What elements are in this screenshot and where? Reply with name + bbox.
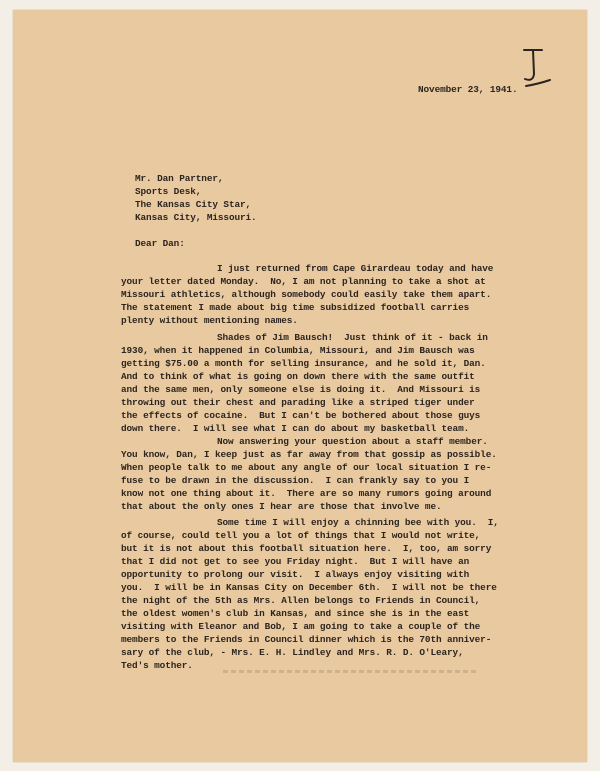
text-line: Now answering your question about a staff member. — [217, 436, 488, 447]
text-line: Shades of Jim Bausch! Just think of it - back in — [217, 332, 488, 343]
mark-text: J — [516, 46, 517, 47]
text-line: 1930, when it happened in Columbia, Missouri, and Jim Bausch was — [121, 345, 475, 356]
salutation: Dear Dan: — [135, 238, 185, 249]
text-line: that about the only ones I hear are those that involve me. — [121, 501, 442, 512]
text-line: of course, could tell you a lot of things that I would not write, — [121, 530, 481, 541]
text-line: I just returned from Cape Girardeau today and have — [217, 263, 494, 274]
address-line: Kansas City, Missouri. — [135, 212, 257, 223]
text-line: members to the Friends in Council dinner which is the 70th anniver- — [121, 634, 492, 645]
letter-date: November 23, 1941. — [418, 84, 518, 95]
paragraph-1 — [121, 262, 493, 327]
text-line: throwing out their chest and parading like a striped tiger under — [121, 397, 475, 408]
text-line: know not one thing about it. There are so many rumors going around — [121, 488, 492, 499]
text-line: the night of the 5th as Mrs. Allen belongs to Friends in Council, — [121, 595, 481, 606]
text-line: getting $75.00 a month for selling insurance, and he sold it, Dan. — [121, 358, 486, 369]
text-line: When people talk to me about any angle of our local situation I re- — [121, 462, 492, 473]
text-line: fuse to be drawn in the discussion. I can frankly say to you I — [121, 475, 470, 486]
text-line: plenty without mentioning names. — [121, 315, 298, 326]
paragraph-2 — [121, 331, 488, 435]
text-line: down there. I will see what I can do about my basketball team. — [121, 423, 470, 434]
address-line: Sports Desk, — [135, 186, 202, 197]
text-line: sary of the club, - Mrs. E. H. Lindley and Mrs. R. D. O'Leary, — [121, 647, 464, 658]
text-line: the oldest women's club in Kansas, and since she is in the east — [121, 608, 470, 619]
paragraph-3 — [121, 435, 497, 513]
text-line: that I did not get to see you Friday night. But I will have an — [121, 556, 470, 567]
text-line: Ted's mother. — [121, 660, 193, 671]
address-line: The Kansas City Star, — [135, 199, 252, 210]
paragraph-4 — [121, 516, 499, 672]
text-line: You know, Dan, I keep just as far away from that gossip as possible. — [121, 449, 497, 460]
text-line: opportunity to prolong our visit. I always enjoy visiting with — [121, 569, 470, 580]
recipient-address — [135, 172, 257, 224]
address-line: Mr. Dan Partner, — [135, 173, 224, 184]
show-through-text — [223, 670, 478, 673]
text-line: the effects of cocaine. But I can't be bothered about those guys — [121, 410, 481, 421]
text-line: Missouri athletics, although somebody could easily take them apart. — [121, 289, 492, 300]
text-line: And to think of what is going on down there with the same outfit — [121, 371, 475, 382]
text-line: and the same men, only someone else is doing it. And Missouri is — [121, 384, 481, 395]
letter-page — [13, 10, 587, 762]
text-line: The statement I made about big time subsidized football carries — [121, 302, 470, 313]
text-line: but it is not about this football situation here. I, too, am sorry — [121, 543, 492, 554]
text-line: you. I will be in Kansas City on December 6th. I will not be there — [121, 582, 497, 593]
text-line: Some time I will enjoy a chinning bee with you. I, — [217, 517, 499, 528]
handwritten-mark — [516, 46, 556, 90]
text-line: visiting with Eleanor and Bob, I am going to take a couple of the — [121, 621, 481, 632]
text-line: your letter dated Monday. No, I am not planning to take a shot at — [121, 276, 486, 287]
